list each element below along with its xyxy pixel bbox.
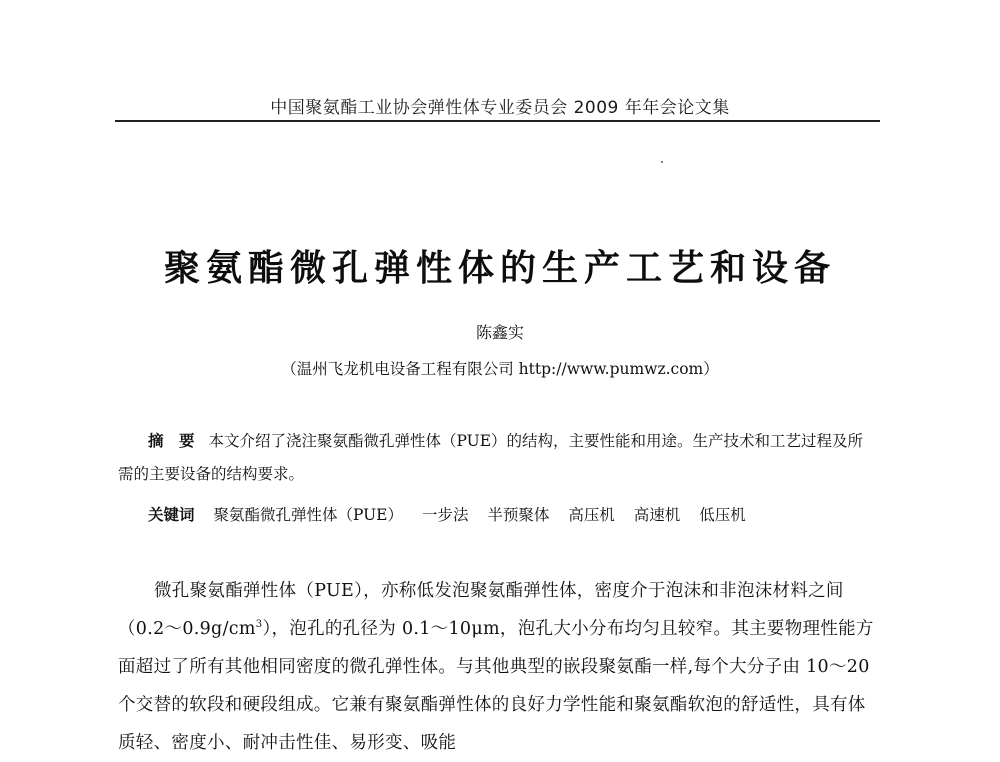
author-affiliation: （温州飞龙机电设备工程有限公司 http://www.pumwz.com）	[281, 360, 719, 378]
keyword-item: 一步法	[421, 506, 469, 524]
keyword-item: 聚氨酯微孔弹性体（PUE）	[213, 506, 403, 524]
stray-mark	[661, 161, 663, 163]
body-text-part2: ），泡孔的孔径为 0.1～10μm，泡孔大小分布均匀且较窄。其主要物理性能方面超过了所有其他相同密度的微孔弹性体。与其他典型的嵌段聚氨酯一样,每个大分子由 10～20 个交替的软段和硬段组成。它兼有聚氨酯弹性体的良好力学性能和聚氨酯软泡的舒适性，具有体质轻、密度小、耐冲击性佳、易形变、吸能	[118, 619, 874, 753]
abstract-label: 摘 要	[148, 432, 195, 450]
keyword-item: 高速机	[633, 506, 681, 524]
header-rule	[115, 120, 880, 122]
abstract-text: 本文介绍了浇注聚氨酯微孔弹性体（PUE）的结构，主要性能和用途。生产技术和工艺过程及所需的主要设备的结构要求。	[118, 432, 864, 483]
abstract	[118, 425, 878, 491]
keywords	[148, 502, 878, 528]
keywords-label: 关键词	[148, 506, 195, 524]
keyword-item: 高压机	[568, 506, 615, 524]
body-text-part1: 微孔聚氨酯弹性体（PUE），亦称低发泡聚氨酯弹性体，密度介于泡沫和非泡沫材料之间（0.2～0.9g/cm	[118, 581, 844, 639]
paper-title: 聚氨酯微孔弹性体的生产工艺和设备	[163, 247, 836, 289]
body-paragraph	[118, 572, 878, 762]
running-header: 中国聚氨酯工业协会弹性体专业委员会 2009 年年会论文集	[270, 98, 730, 118]
keyword-item: 低压机	[699, 506, 746, 524]
keyword-item: 半预聚体	[487, 506, 550, 524]
author-name: 陈鑫实	[475, 323, 524, 342]
superscript-3: 3	[255, 619, 263, 631]
